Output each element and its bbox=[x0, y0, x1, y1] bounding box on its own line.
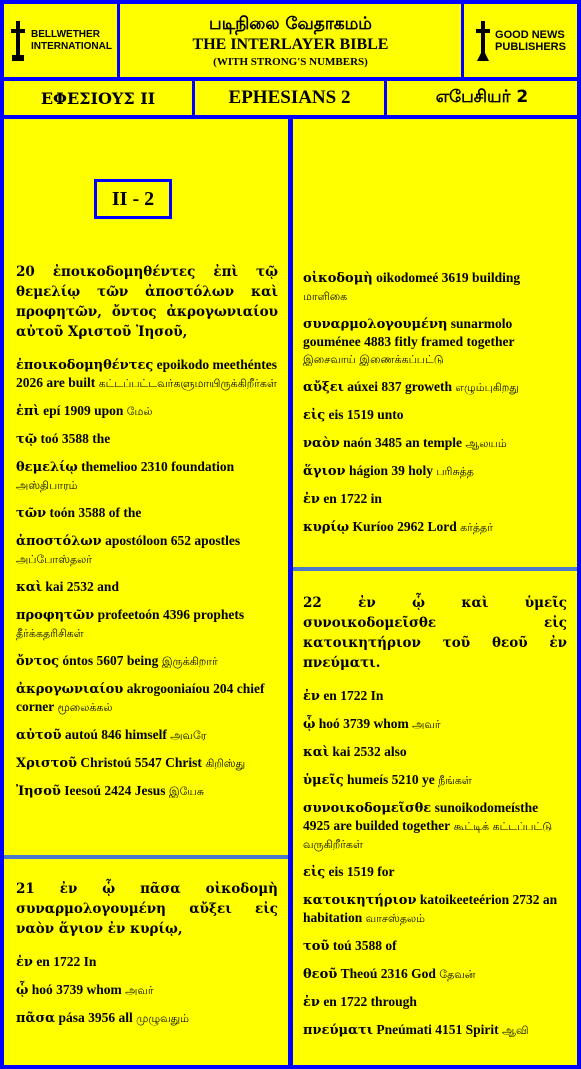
word-gloss: kai 2532 also bbox=[332, 744, 407, 759]
word-entry bbox=[16, 726, 278, 744]
word-entry bbox=[303, 269, 567, 305]
tamil-gloss: அவரே bbox=[170, 729, 207, 742]
tamil-gloss: கட்டப்பட்டவர்களுமாயிருக்கிறீர்கள் bbox=[98, 377, 277, 390]
word-entry bbox=[303, 965, 567, 983]
word-gloss: humeís 5210 ye bbox=[347, 772, 435, 787]
verse-20-words bbox=[16, 356, 278, 800]
word-entry bbox=[16, 754, 278, 772]
word-gloss: Pneúmati 4151 Spirit bbox=[376, 1022, 499, 1037]
word-gloss: naón 3485 an temple bbox=[343, 435, 462, 450]
word-entry bbox=[16, 402, 278, 420]
word-gloss: akrogooniaíou 204 chief corner bbox=[16, 681, 265, 714]
word-entry bbox=[303, 687, 567, 705]
greek-word: αὔξει bbox=[303, 380, 344, 395]
word-gloss: Ieesoú 2424 Jesus bbox=[64, 783, 166, 798]
tamil-gloss: வாசஸ்தலம் bbox=[365, 912, 425, 925]
word-entry bbox=[16, 782, 278, 800]
word-entry bbox=[303, 993, 567, 1011]
tamil-gloss: எழும்புகிறது bbox=[455, 381, 519, 394]
word-entry bbox=[16, 458, 278, 494]
subtitle: (WITH STRONG'S NUMBERS) bbox=[213, 55, 368, 68]
tamil-gloss: ஆவி bbox=[502, 1024, 529, 1037]
tamil-gloss: ஆலயம் bbox=[465, 437, 507, 450]
logo-left-line2: INTERNATIONAL bbox=[31, 40, 112, 52]
verse-21-words bbox=[16, 953, 278, 1027]
book-header-tamil: எபேசியர் 2 bbox=[387, 81, 577, 115]
word-gloss: katoikeeteérion 2732 an habitation bbox=[303, 892, 558, 925]
word-entry bbox=[16, 504, 278, 522]
word-entry bbox=[16, 532, 278, 568]
greek-word: προφητῶν bbox=[16, 608, 95, 623]
tamil-gloss: அப்போஸ்தலர் bbox=[16, 553, 93, 566]
verse-22-words bbox=[303, 687, 567, 1039]
word-gloss: óntos 5607 being bbox=[62, 653, 159, 668]
greek-word: καὶ bbox=[16, 580, 43, 595]
logo-right-line2: PUBLISHERS bbox=[495, 40, 566, 53]
word-entry bbox=[16, 430, 278, 448]
word-gloss: themelioo 2310 foundation bbox=[81, 459, 235, 474]
tamil-gloss: மாளிகை bbox=[303, 290, 348, 303]
tamil-gloss: தேவன் bbox=[439, 968, 476, 981]
word-entry bbox=[303, 863, 567, 881]
word-entry bbox=[16, 652, 278, 670]
greek-word: ἀκρογωνιαίου bbox=[16, 682, 124, 697]
greek-word: ἐπὶ bbox=[16, 404, 40, 419]
greek-word: ναὸν bbox=[303, 436, 340, 451]
tamil-gloss: மேல் bbox=[126, 405, 153, 418]
word-entry bbox=[303, 490, 567, 508]
lamb-icon bbox=[9, 19, 27, 63]
word-gloss: toón 3588 of the bbox=[49, 505, 142, 520]
greek-word: πᾶσα bbox=[16, 1011, 56, 1026]
word-entry bbox=[303, 315, 567, 368]
word-gloss: en 1722 through bbox=[323, 994, 417, 1009]
greek-word: κυρίῳ bbox=[303, 520, 350, 535]
word-gloss: aúxei 837 groweth bbox=[347, 379, 453, 394]
word-gloss: toú 3588 of bbox=[332, 938, 397, 953]
logo-left-line1: BELLWETHER bbox=[31, 28, 100, 40]
word-entry bbox=[16, 606, 278, 642]
word-gloss: epoikodo meethéntes 2026 are built bbox=[16, 357, 278, 390]
tamil-gloss: கர்த்தர் bbox=[460, 521, 493, 534]
word-gloss: hoó 3739 whom bbox=[31, 982, 122, 997]
book-header-greek: ΕΦΕΣΙΟΥΣ II bbox=[4, 81, 192, 115]
greek-word: συναρμολογουμένη bbox=[303, 317, 448, 332]
word-gloss: en 1722 in bbox=[323, 491, 382, 506]
greek-word: τοῦ bbox=[303, 939, 330, 954]
word-entry bbox=[303, 799, 567, 853]
greek-word: ἐν bbox=[303, 492, 320, 507]
word-entry bbox=[303, 518, 567, 536]
greek-word: ἐποικοδομηθέντες bbox=[16, 358, 154, 373]
tamil-gloss: தீர்க்கதரிசிகள் bbox=[16, 627, 84, 640]
word-entry bbox=[16, 356, 278, 392]
verse-21-text: 21 ἐν ᾧ πᾶσα οἰκοδομὴ συναρμολογουμένη αὔξει εἰς ναὸν ἅγιον ἐν κυρίῳ, bbox=[16, 881, 278, 937]
tamil-gloss: இருக்கிறார் bbox=[161, 655, 218, 668]
greek-word: ὄντος bbox=[16, 654, 60, 669]
tamil-gloss: பரிசுத்த bbox=[436, 465, 474, 478]
word-gloss: Christoú 5547 Christ bbox=[80, 755, 202, 770]
greek-word: καὶ bbox=[303, 745, 330, 760]
word-gloss: apostóloon 652 apostles bbox=[105, 533, 241, 548]
greek-word: θεμελίῳ bbox=[16, 460, 78, 475]
word-gloss: Kuríoo 2962 Lord bbox=[352, 519, 457, 534]
greek-word: πνεύματι bbox=[303, 1023, 374, 1038]
word-gloss: profeetoón 4396 prophets bbox=[97, 607, 245, 622]
greek-word: οἰκοδομὴ bbox=[303, 271, 373, 286]
tamil-gloss: அவர் bbox=[412, 718, 441, 731]
word-entry bbox=[303, 715, 567, 733]
word-entry bbox=[303, 378, 567, 396]
verse-20-text: 20 ἐποικοδομηθέντες ἐπὶ τῷ θεμελίῳ τῶν ἀποστόλων καὶ προφητῶν, ὄντος ἀκρογωνιαίου αὐτοῦ Χριστοῦ Ἰησοῦ, bbox=[16, 264, 278, 340]
word-gloss: oikodomeé 3619 building bbox=[376, 270, 521, 285]
greek-word: ἐν bbox=[303, 995, 320, 1010]
word-gloss: toó 3588 the bbox=[40, 431, 111, 446]
greek-word: ἀποστόλων bbox=[16, 534, 102, 549]
bellwether-logo bbox=[4, 4, 117, 77]
word-entry bbox=[303, 1021, 567, 1039]
word-gloss: kai 2532 and bbox=[45, 579, 119, 594]
word-gloss: epí 1909 upon bbox=[43, 403, 124, 418]
good-news-logo bbox=[464, 4, 577, 77]
left-column-verse20 bbox=[4, 119, 288, 855]
word-gloss: sunoikodomeísthe 4925 are builded together bbox=[303, 800, 539, 833]
tamil-gloss: அஸ்திபாரம் bbox=[16, 479, 78, 492]
greek-word: εἰς bbox=[303, 408, 326, 423]
verse-22-text: 22 ἐν ᾧ καὶ ὑμεῖς συνοικοδομεῖσθε εἰς κατοικητήριον τοῦ θεοῦ ἐν πνεύματι. bbox=[303, 595, 567, 671]
word-entry bbox=[16, 953, 278, 971]
greek-word: Ἰησοῦ bbox=[16, 784, 61, 799]
tamil-gloss: இயேசு bbox=[168, 785, 205, 798]
word-gloss: autoú 846 himself bbox=[64, 727, 167, 742]
word-entry bbox=[303, 891, 567, 927]
greek-word: θεοῦ bbox=[303, 967, 338, 982]
greek-word: ἐν bbox=[16, 955, 33, 970]
word-entry bbox=[16, 680, 278, 716]
section-label: II - 2 bbox=[94, 179, 172, 219]
tamil-gloss: கிறிஸ்து bbox=[205, 757, 246, 770]
title-tamil: படிநிலை வேதாகமம் bbox=[209, 13, 372, 34]
tamil-gloss: முழுவதும் bbox=[136, 1012, 190, 1025]
greek-word: ᾧ bbox=[303, 717, 316, 732]
greek-word: κατοικητήριον bbox=[303, 893, 417, 908]
word-gloss: eis 1519 unto bbox=[328, 407, 404, 422]
greek-word: τῶν bbox=[16, 506, 47, 521]
word-entry bbox=[303, 434, 567, 452]
word-entry bbox=[16, 981, 278, 999]
word-gloss: hágion 39 holy bbox=[348, 463, 433, 478]
word-gloss: eis 1519 for bbox=[328, 864, 395, 879]
word-entry bbox=[303, 771, 567, 789]
greek-word: ᾧ bbox=[16, 983, 29, 998]
tamil-gloss: நீங்கள் bbox=[438, 774, 472, 787]
greek-word: ἅγιον bbox=[303, 464, 346, 479]
greek-word: συνοικοδομεῖσθε bbox=[303, 801, 432, 816]
word-gloss: sunarmolo gouménee 4883 fitly framed together bbox=[303, 316, 515, 349]
word-gloss: en 1722 In bbox=[36, 954, 97, 969]
greek-word: εἰς bbox=[303, 865, 326, 880]
right-column-verse21-cont bbox=[293, 119, 577, 567]
greek-word: ὑμεῖς bbox=[303, 773, 344, 788]
word-gloss: pása 3956 all bbox=[58, 1010, 133, 1025]
tamil-gloss: மூலைக்கல் bbox=[57, 701, 113, 714]
word-gloss: en 1722 In bbox=[323, 688, 384, 703]
word-entry bbox=[303, 937, 567, 955]
verse-21-words-continued bbox=[303, 269, 567, 536]
word-entry bbox=[16, 1009, 278, 1027]
left-column-verse21 bbox=[4, 859, 288, 1065]
title-english: THE INTERLAYER BIBLE bbox=[192, 35, 389, 53]
title-block bbox=[120, 4, 461, 77]
book-header-english: EPHESIANS 2 bbox=[195, 81, 384, 115]
word-entry bbox=[303, 406, 567, 424]
word-entry bbox=[303, 743, 567, 761]
word-entry bbox=[303, 462, 567, 480]
word-gloss: Theoú 2316 God bbox=[340, 966, 436, 981]
tamil-gloss: அவர் bbox=[125, 984, 154, 997]
greek-word: τῷ bbox=[16, 432, 38, 447]
greek-word: Χριστοῦ bbox=[16, 756, 78, 771]
greek-word: αὐτοῦ bbox=[16, 728, 62, 743]
tamil-gloss: கூட்டிக் கட்டப்பட்டு வருகிறீர்கள் bbox=[303, 820, 553, 851]
right-column-verse22 bbox=[293, 571, 577, 1065]
word-gloss: hoó 3739 whom bbox=[318, 716, 409, 731]
cross-icon bbox=[475, 19, 491, 63]
greek-word: ἐν bbox=[303, 689, 320, 704]
tamil-gloss: இசைவாய் இணைக்கப்பட்டு bbox=[303, 353, 444, 366]
logo-right-line1: GOOD NEWS bbox=[495, 28, 565, 41]
word-entry bbox=[16, 578, 278, 596]
